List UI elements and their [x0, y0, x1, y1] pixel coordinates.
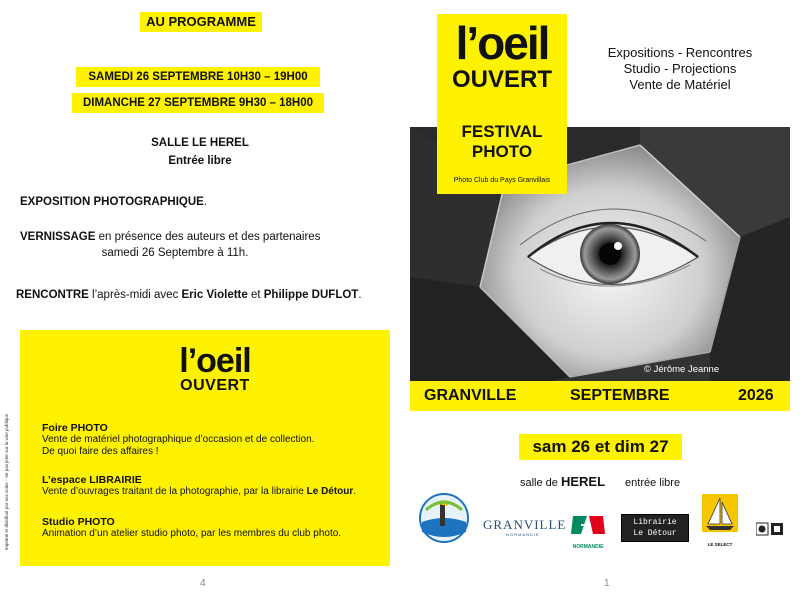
club-name: Photo Club du Pays Granvillais: [453, 177, 551, 184]
photo-club-logo: [418, 492, 470, 544]
credit-agricole-icon: [567, 512, 609, 538]
librairie-name: Le Détour: [306, 486, 354, 497]
entry-free: Entrée libre: [168, 155, 232, 167]
program-title: AU PROGRAMME: [140, 12, 262, 32]
credit-agricole-label: NORMANDIE: [572, 544, 604, 550]
granville-logo: [483, 517, 567, 548]
activity-item: Studio - Projections: [623, 61, 737, 76]
feature-title: Studio PHOTO: [42, 516, 115, 528]
banner-month: SEPTEMBRE: [570, 387, 670, 404]
vernissage-title: VERNISSAGE: [20, 231, 96, 243]
date-sunday: DIMANCHE 27 SEPTEMBRE 9H30 – 18H00: [72, 93, 324, 113]
feature-text: [42, 486, 356, 498]
banner-year: 2026: [738, 387, 774, 404]
exposition-title: EXPOSITION PHOTOGRAPHIQUE: [20, 196, 204, 208]
partner-badges-icon: [756, 522, 784, 536]
vernissage-line: [20, 229, 360, 245]
granville-logo-text: GRANVILLE: [483, 517, 567, 532]
banner-city: GRANVILLE: [424, 387, 517, 404]
festival-line-1: FESTIVAL: [461, 122, 543, 141]
activity-item: Expositions - Rencontres: [607, 45, 753, 60]
librairie-logo-line-1: Librairie: [633, 518, 677, 527]
festival-logo: [437, 14, 567, 194]
vernissage-text: en présence des auteurs et des partenaires: [95, 231, 321, 243]
logo-line-1: l’oeil: [179, 342, 251, 380]
date-saturday: SAMEDI 26 SEPTEMBRE 10H30 – 19H00: [76, 67, 320, 87]
rencontre-line: [16, 287, 396, 303]
photo-credit: © Jérôme Jeanne: [644, 364, 720, 375]
venue-name: SALLE LE HEREL: [151, 137, 249, 149]
print-notice-text: Imprimé et distribué par nos soins – ne pas jeter sur la voie publique: [4, 413, 9, 550]
feature-text-c: .: [353, 486, 357, 497]
salle-prefix: salle de: [520, 477, 561, 489]
vernissage-date: samedi 26 Septembre à 11h.: [101, 247, 249, 259]
activity-item: Vente de Matériel: [629, 77, 731, 92]
logo-line-2: OUVERT: [451, 66, 552, 93]
festival-line-2: PHOTO: [471, 142, 533, 161]
rencontre-title: RENCONTRE: [16, 289, 89, 301]
logo-line-1: l’oeil: [455, 17, 549, 69]
misc-partner-logos: [756, 522, 784, 536]
page-number-right: 1: [604, 578, 610, 589]
credit-agricole-logo: [567, 512, 609, 548]
salle-entry: entrée libre: [625, 477, 681, 489]
photo-club-icon: [418, 492, 470, 544]
location-banner: [410, 381, 790, 411]
feature-title: Foire PHOTO: [42, 422, 108, 434]
dates-badge: sam 26 et dim 27: [519, 434, 682, 460]
venue-line: [520, 474, 720, 491]
le-select-label: LE SELECT: [707, 542, 733, 547]
librairie-logo: [621, 514, 689, 542]
rencontre-and: et: [247, 289, 264, 301]
festival-logo-small: [170, 344, 260, 394]
librairie-logo-line-2: Le Détour: [633, 529, 677, 538]
rencontre-person-2: Philippe DUFLOT: [263, 289, 359, 301]
feature-text: Animation d’un atelier studio photo, par les membres du club photo.: [42, 528, 342, 539]
feature-studio: [42, 516, 341, 540]
feature-title: L’espace LIBRAIRIE: [42, 474, 142, 486]
page-number-left: 4: [200, 578, 206, 589]
activities-list: [580, 45, 780, 93]
feature-text: Vente de matériel photographique d’occasion et de collection.: [42, 434, 315, 445]
print-notice: [4, 330, 12, 550]
rencontre-text: l’après-midi avec: [88, 289, 182, 301]
salle-name: HEREL: [560, 474, 606, 489]
le-select-logo: [700, 490, 740, 546]
exposition-end: .: [203, 196, 208, 208]
sailboat-icon: [700, 490, 740, 536]
feature-text: De quoi faire des affaires !: [42, 446, 159, 457]
rencontre-end: .: [358, 289, 362, 301]
feature-librairie: [42, 474, 356, 498]
features-panel: [20, 330, 390, 566]
granville-logo-sub: NORMANDIE: [506, 532, 540, 537]
exposition-line: [20, 194, 207, 210]
feature-foire: [42, 422, 314, 458]
logo-line-2: OUVERT: [180, 377, 250, 394]
rencontre-person-1: Eric Violette: [181, 289, 248, 301]
feature-text-a: Vente d’ouvrages traitant de la photographie, par la librairie: [42, 486, 307, 497]
